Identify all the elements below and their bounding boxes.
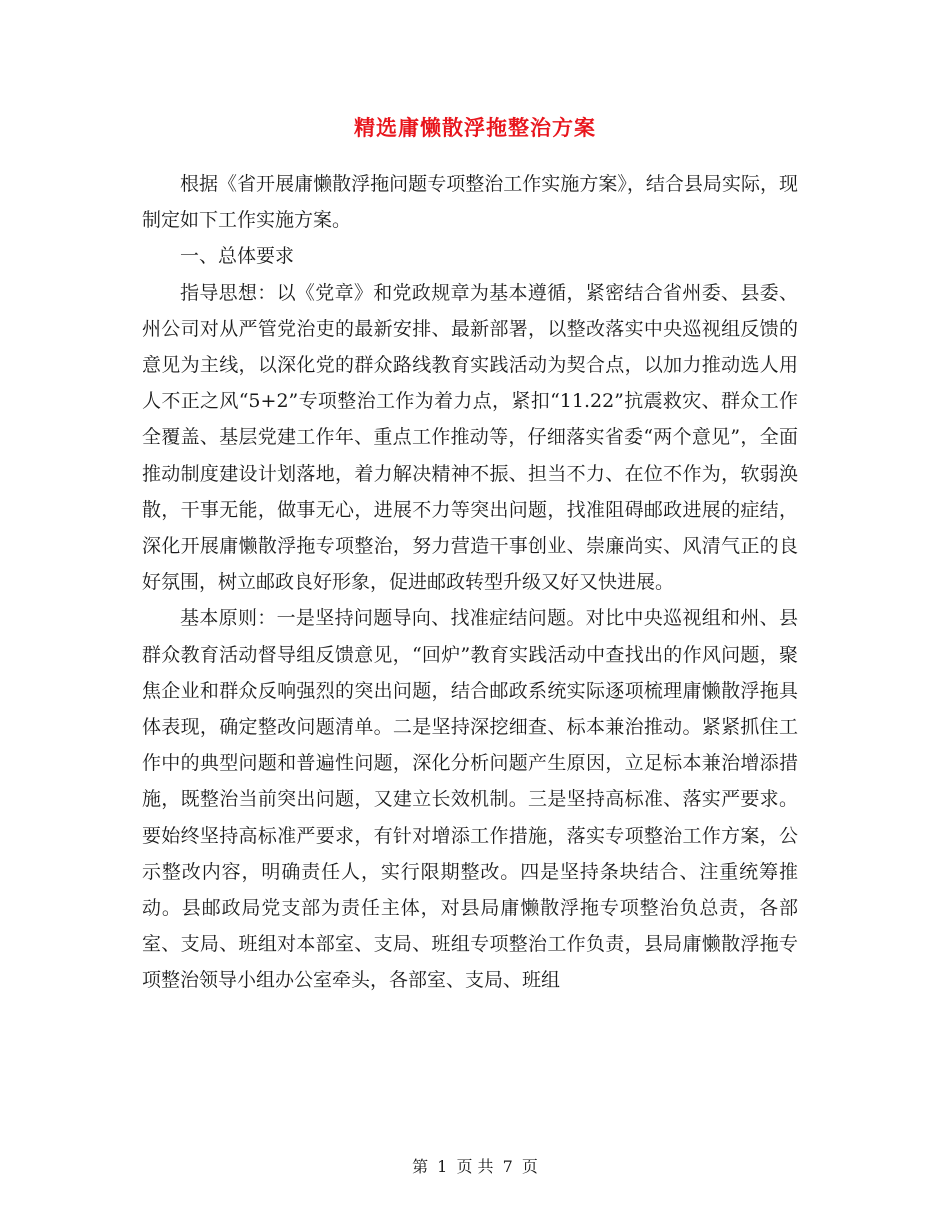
page-prefix: 第 [412,1157,429,1176]
document-body [142,166,798,999]
page-suffix: 页 [521,1157,538,1176]
guiding-ideology-paragraph: 指导思想：以《党章》和党政规章为基本遵循，紧密结合省州委、县委、州公司对从严管党治吏的最新安排、最新部署，以整改落实中央巡视组反馈的意见为主线，以深化党的群众路线教育实践活动为契合点，以加力推动选人用人不正之风“5+2”专项整治工作为着力点，紧扣“11.22”抗震救灾、群众工作全覆盖、基层党建工作年、重点工作推动等，仔细落实省委“两个意见”，全面推动制度建设计划落地，着力解决精神不振、担当不力、在位不作为，软弱涣散，干事无能，做事无心，进展不力等突出问题，找准阻碍邮政进展的症结，深化开展庸懒散浮拖专项整治，努力营造干事创业、崇廉尚实、风清气正的良好氛围，树立邮政良好形象，促进邮政转型升级又好又快进展。 [142,281,798,594]
page-footer [0,1154,950,1177]
page-mid: 页 共 [456,1157,494,1176]
page-total: 7 [502,1157,513,1176]
document-title: 精选庸懒散浮拖整治方案 [354,116,596,140]
page-current: 1 [437,1157,448,1176]
intro-paragraph: 根据《省开展庸懒散浮拖问题专项整治工作实施方案》，结合县局实际，现制定如下工作实施方案。 [142,173,798,232]
basic-principles-paragraph: 基本原则：一是坚持问题导向、找准症结问题。对比中央巡视组和州、县群众教育活动督导组反馈意见，“回炉”教育实践活动中查找出的作风问题，聚焦企业和群众反响强烈的突出问题，结合邮政系统实际逐项梳理庸懒散浮拖具体表现，确定整改问题清单。二是坚持深挖细查、标本兼治推动。紧紧抓住工作中的典型问题和普遍性问题，深化分析问题产生原因，立足标本兼治增添措施，既整治当前突出问题，又建立长效机制。三是坚持高标准、落实严要求。要始终坚持高标准严要求，有针对增添工作措施，落实专项整治工作方案，公示整改内容，明确责任人，实行限期整改。四是坚持条块结合、注重统筹推动。县邮政局党支部为责任主体，对县局庸懒散浮拖专项整治负总责，各部室、支局、班组对本部室、支局、班组专项整治工作负责，县局庸懒散浮拖专项整治领导小组办公室牵头，各部室、支局、班组 [142,607,798,992]
section-heading: 一、总体要求 [180,245,295,268]
